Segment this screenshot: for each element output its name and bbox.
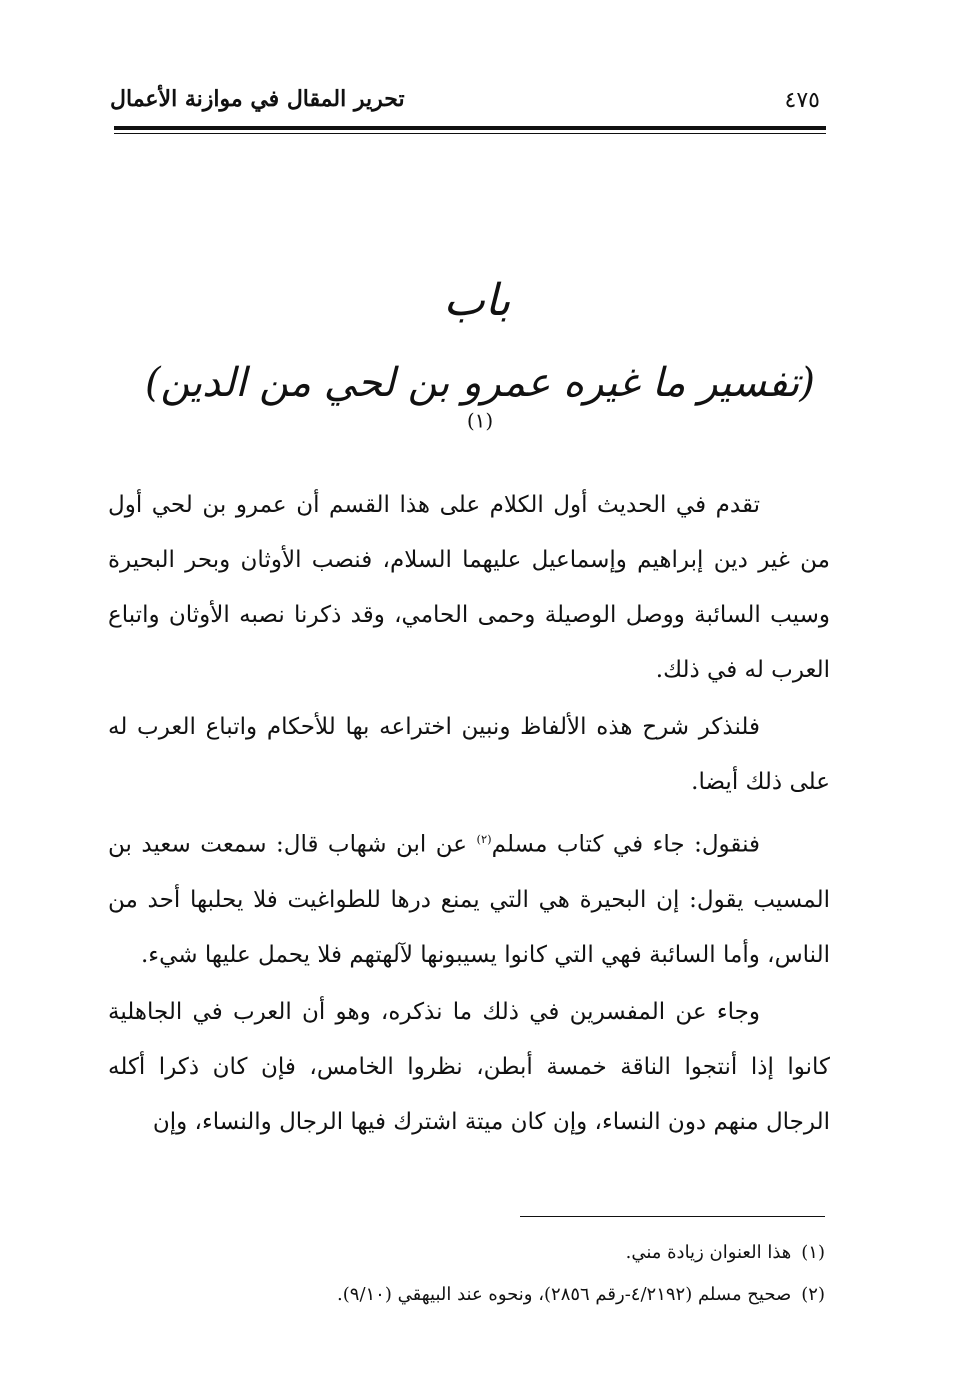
paragraph-4: وجاء عن المفسرين في ذلك ما نذكره، وهو أن العرب في الجاهلية كانوا إذا أنتجوا الناقة خمسة أبطن، نظروا الخامس، فإن كان ذكرا أكله الرجال منهم دون النساء، وإن كان ميتة اشترك فيها الرجال والنساء، وإن: [108, 998, 830, 1135]
footnote-separator: [520, 1216, 825, 1217]
footnote-2: [200, 1274, 825, 1316]
body-text: [108, 478, 830, 1152]
paragraph-3-rest: عن ابن شهاب قال: سمعت سعيد بن المسيب يقول: إن البحيرة هي التي يمنع درها للطواغيت فلا يحلبها أحد من الناس، وأما السائبة فهي التي كانوا يسيبونها لآلهتهم فلا يحمل عليها شيء.: [108, 831, 830, 968]
footnote-marker: (٢): [801, 1284, 825, 1305]
footnote-text: صحيح مسلم (٤/٢١٩٢-رقم ٢٨٥٦)، ونحوه عند البيهقي (٩/١٠).: [337, 1284, 792, 1305]
page-number: ٤٧٥: [784, 88, 820, 113]
footnotes: [200, 1232, 825, 1316]
chapter-label: باب: [443, 275, 511, 326]
header-rule-thick: [114, 126, 826, 130]
paragraph-3: [108, 812, 830, 983]
header-rule-thin: [114, 133, 826, 134]
footnote-marker: (١): [801, 1242, 825, 1263]
paragraph-3-start: فنقول: جاء في كتاب مسلم: [491, 831, 760, 858]
book-title: تحرير المقال في موازنة الأعمال: [110, 86, 405, 112]
footnote-1: [200, 1232, 825, 1274]
paragraph-1: تقدم في الحديث أول الكلام على هذا القسم أن عمرو بن لحي أول من غير دين إبراهيم وإسماعيل عليهما السلام، فنصب الأوثان وبحر البحيرة وسيب السائبة ووصل الوصيلة وحمى الحامي، وقد ذكرنا نصبه الأوثان واتباع العرب له في ذلك.: [108, 492, 830, 683]
chapter-title-text: (تفسير ما غيره عمرو بن لحي من الدين): [144, 360, 816, 406]
paragraph-2: فلنذكر شرح هذه الألفاظ ونبين اختراعه بها للأحكام واتباع العرب له على ذلك أيضا.: [108, 714, 830, 795]
footnote-ref-1: (١): [466, 408, 494, 433]
running-header: [110, 84, 830, 124]
footnote-text: هذا العنوان زيادة مني.: [625, 1242, 792, 1263]
chapter-title: [140, 360, 820, 452]
footnote-ref-2: (٢): [476, 832, 492, 846]
